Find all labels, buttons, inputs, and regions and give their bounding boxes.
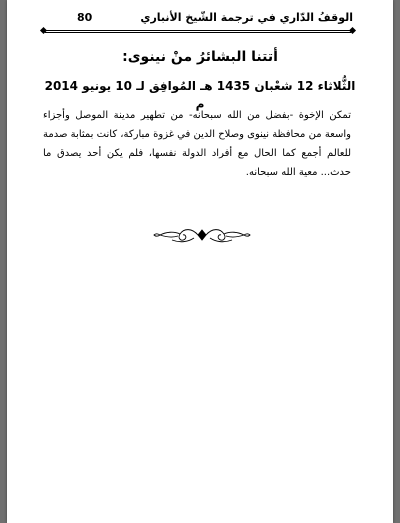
section-title: أتتنا البشائرُ منْ نينوى: [122, 49, 278, 65]
page-header [63, 10, 353, 26]
page-number: 80 [77, 11, 93, 24]
body-paragraph: تمكن الإخوة -بفضل من الله سبحانه- من تطهير مدينة الموصل وأجزاء واسعة من محافظة نينوى وصلاح الدين في غزوة مباركة، كانت بمثابة صدمة للعالم أجمع كما الحال مع أفراد الدولة نفسها، فلم يكن أحد يصدق ما حدث... معية الله سبحانه. [43, 110, 351, 178]
header-rule [45, 30, 351, 31]
document-page [7, 0, 393, 523]
date-line: الثُّلاثاء 12 شعْبان 1435 هـ المُوافِق لـ 10 يونيو 2014 م [44, 79, 356, 111]
running-title: الوقفُ الدّاري في ترجمة الشّيخ الأنباري [140, 11, 353, 24]
floral-divider-icon [152, 224, 252, 246]
header-rule-secondary [45, 32, 351, 33]
